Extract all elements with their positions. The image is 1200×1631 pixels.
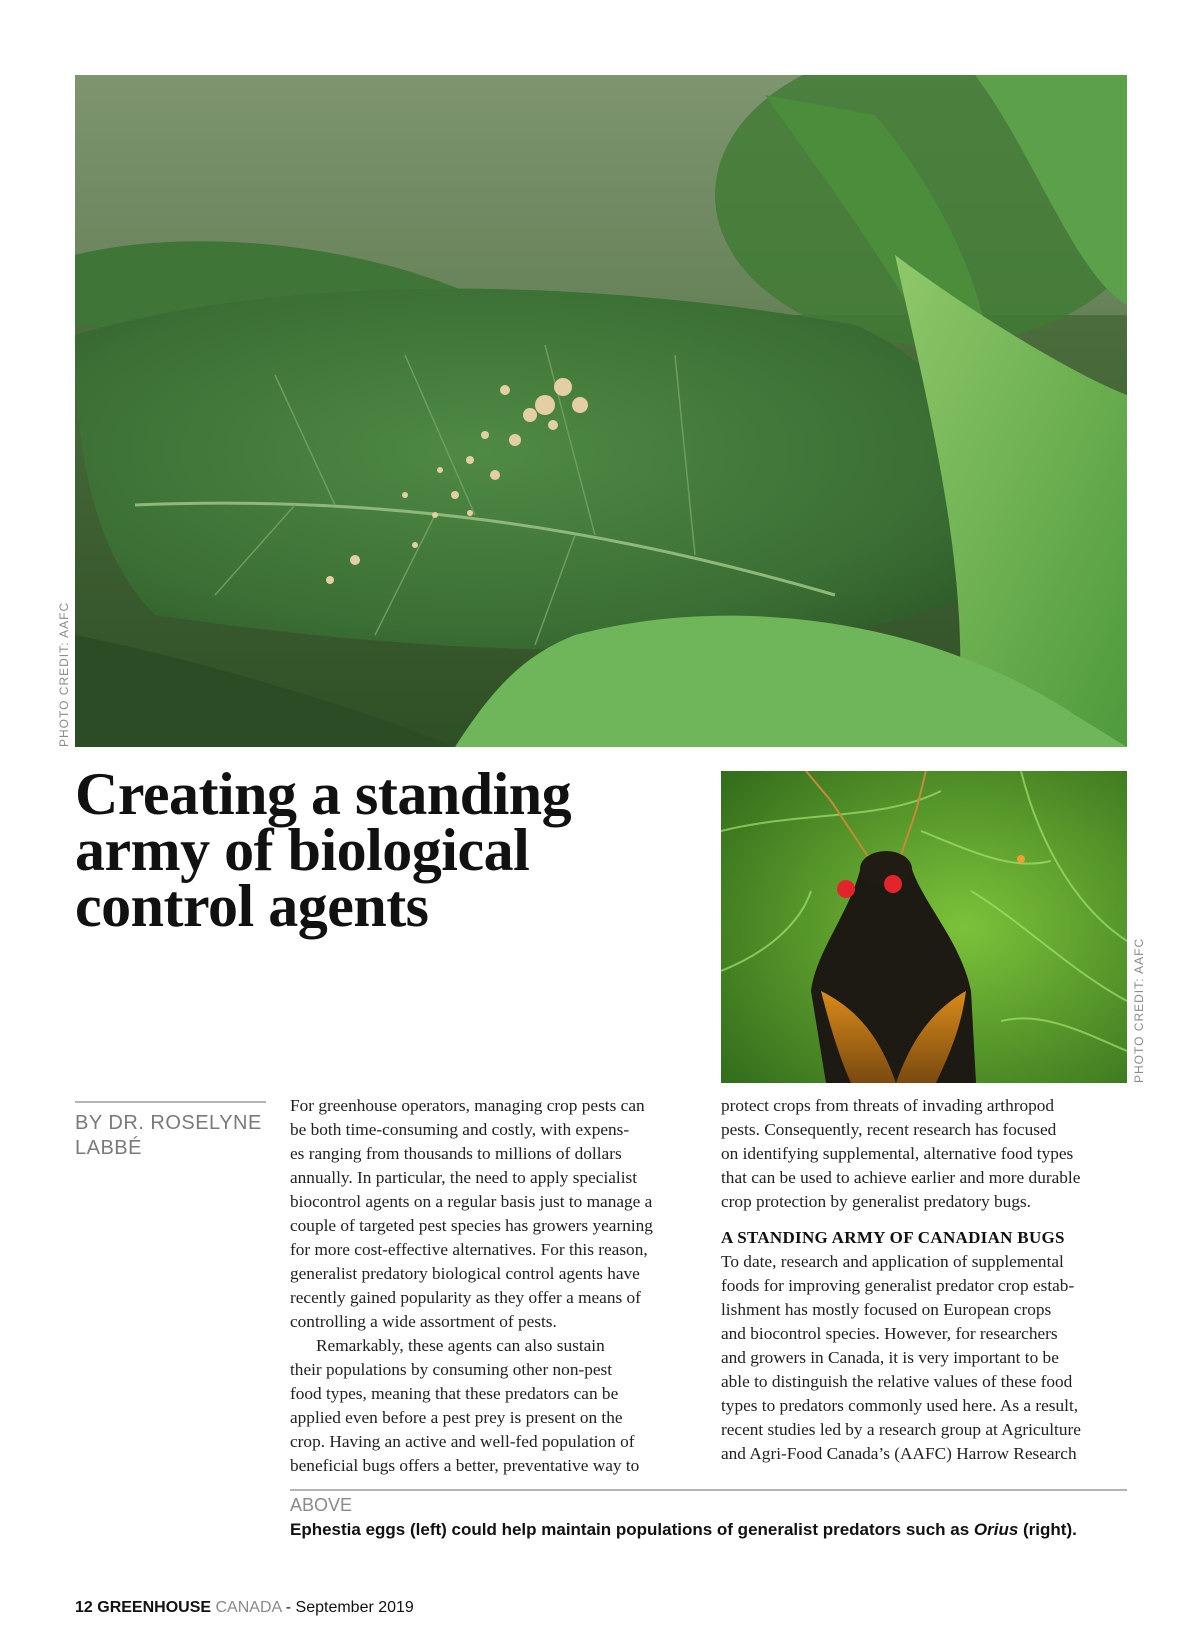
caption-text-italic: Orius — [973, 1520, 1019, 1539]
text-line: food types, meaning that these predators can be — [290, 1384, 619, 1403]
text-line: and growers in Canada, it is very important to be — [721, 1348, 1059, 1367]
text-line: crop protection by generalist predatory bugs. — [721, 1192, 1032, 1211]
page-number: 12 — [75, 1599, 93, 1616]
text-line: To date, research and application of supplemental — [721, 1252, 1064, 1271]
caption-label: ABOVE — [290, 1495, 353, 1515]
article-headline — [75, 761, 675, 939]
paragraph — [721, 1094, 1131, 1214]
caption-text-before: Ephestia eggs (left) could help maintain populations of generalist predators such as — [290, 1520, 974, 1539]
leaf-with-eggs-image — [75, 75, 1127, 747]
text-line: recent studies led by a research group at Agriculture — [721, 1420, 1081, 1439]
publication-name-light: CANADA — [215, 1599, 282, 1616]
text-line: on identifying supplemental, alternative food types — [721, 1144, 1074, 1163]
body-column-2 — [721, 1094, 1131, 1466]
photo-caption — [290, 1520, 1077, 1540]
headline-line: Creating a standing — [75, 761, 572, 827]
text-line: generalist predatory biological control agents have — [290, 1264, 640, 1283]
body-column-1 — [290, 1094, 700, 1478]
text-line: foods for improving generalist predator crop estab- — [721, 1276, 1075, 1295]
text-line: pests. Consequently, recent research has focused — [721, 1120, 1057, 1139]
caption-text-after: (right). — [1018, 1520, 1077, 1539]
hero-photo — [75, 75, 1127, 747]
byline-line: LABBÉ — [75, 1137, 142, 1159]
hero-photo-credit: PHOTO CREDIT: AAFC — [57, 601, 71, 747]
publication-name-bold: GREENHOUSE — [97, 1599, 212, 1616]
text-line: crop. Having an active and well-fed population of — [290, 1432, 635, 1451]
text-line: annually. In particular, the need to apply specialist — [290, 1168, 638, 1187]
text-line: For greenhouse operators, managing crop pests can — [290, 1096, 645, 1115]
text-line: es ranging from thousands to millions of dollars — [290, 1144, 622, 1163]
issue-date: - September 2019 — [285, 1599, 414, 1616]
paragraph — [721, 1250, 1131, 1466]
text-line: biocontrol agents on a regular basis just to manage a — [290, 1192, 653, 1211]
text-line: couple of targeted pest species has growers yearning — [290, 1216, 653, 1235]
text-line: able to distinguish the relative values of these food — [721, 1372, 1073, 1391]
caption-divider — [290, 1489, 1127, 1491]
byline — [75, 1111, 266, 1161]
inset-photo — [721, 771, 1127, 1083]
text-line: and Agri-Food Canada’s (AAFC) Harrow Research — [721, 1444, 1077, 1463]
text-line: beneficial bugs offers a better, preventative way to — [290, 1456, 640, 1475]
inset-photo-credit: PHOTO CREDIT: AAFC — [1132, 937, 1146, 1083]
text-line: and biocontrol species. However, for researchers — [721, 1324, 1058, 1343]
text-line: types to predators commonly used here. As a result, — [721, 1396, 1079, 1415]
text-line: Remarkably, these agents can also sustain — [316, 1336, 605, 1355]
byline-divider — [75, 1101, 266, 1103]
paragraph — [290, 1094, 700, 1334]
headline-line: control agents — [75, 873, 429, 939]
text-line: applied even before a pest prey is present on the — [290, 1408, 623, 1427]
text-line: their populations by consuming other non-pest — [290, 1360, 613, 1379]
text-line: that can be used to achieve earlier and more durable — [721, 1168, 1081, 1187]
text-line: be both time-consuming and costly, with expens- — [290, 1120, 630, 1139]
paragraph — [290, 1334, 700, 1478]
byline-line: BY DR. ROSELYNE — [75, 1112, 262, 1134]
text-line: lishment has mostly focused on European crops — [721, 1300, 1052, 1319]
headline-line: army of biological — [75, 817, 530, 883]
section-subheading: A STANDING ARMY OF CANADIAN BUGS — [721, 1228, 1065, 1247]
page-folio — [75, 1599, 414, 1617]
text-line: controlling a wide assortment of pests. — [290, 1312, 557, 1331]
text-line: recently gained popularity as they offer a means of — [290, 1288, 641, 1307]
text-line: protect crops from threats of invading arthropod — [721, 1096, 1055, 1115]
text-line: for more cost-effective alternatives. For this reason, — [290, 1240, 648, 1259]
orius-bug-image — [721, 771, 1127, 1083]
